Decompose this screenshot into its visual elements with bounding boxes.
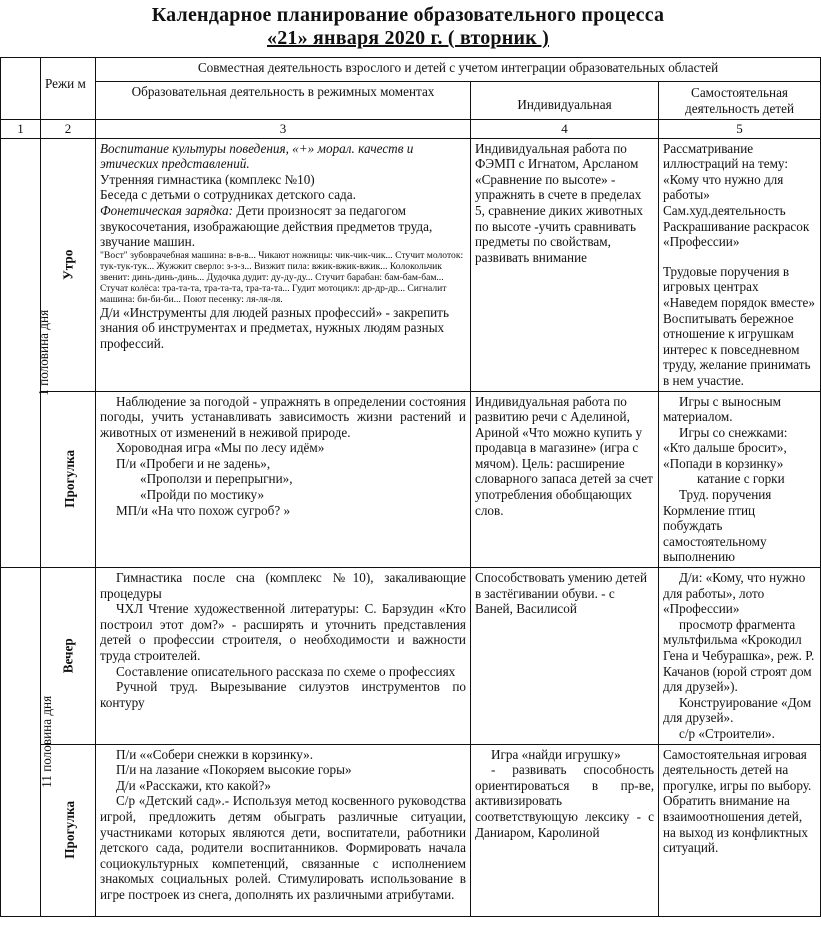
number-row bbox=[1, 120, 821, 139]
col-number: 3 bbox=[96, 120, 471, 139]
regime-walk-2: Прогулка bbox=[41, 744, 96, 916]
header-subrow bbox=[1, 82, 821, 120]
row-evening bbox=[1, 568, 821, 745]
header-row bbox=[1, 58, 821, 82]
col-number: 5 bbox=[659, 120, 821, 139]
col-number: 2 bbox=[41, 120, 96, 139]
morning-independent-cell: Рассматривание иллюстраций на тему: «Кому что нужно для работы» Сам.худ.деятельность Раскрашивание раскрасок «Профессии» Трудовые поручения в игровых центрах «Наведем порядок вместе» Воспитывать бережное отношение к игрушкам интерес к повседневном труду, желание принимать в нем участие. bbox=[659, 138, 821, 391]
walk-2-educational-cell: П/и ««Собери снежки в корзинку». П/и на лазание «Покоряем высокие горы» Д/и «Расскажи, кто какой?» С/р «Детский сад».- Используя метод косвенного руководства игрой, предложить детям обыграть различные ситуации, участниками которых являются дети, воспитатели, работники детского сада, родители воспитанников. Формировать начала социокультурных компетенций, связанные с исполнением знакомых социальных ролей. Стимулировать использование в игре построек из снега, дополнять их различными атрибутами. bbox=[96, 744, 471, 916]
half-day-2-label: 11 половина дня bbox=[1, 568, 41, 917]
header-individual: Индивидуальная bbox=[471, 82, 659, 120]
regime-morning: Утро bbox=[41, 138, 96, 391]
page-title: Календарное планирование образовательного процесса bbox=[151, 4, 665, 26]
header-educational: Образовательная деятельность в режимных моментах bbox=[96, 82, 471, 120]
page-date: «21» января 2020 г. ( вторник ) bbox=[267, 27, 549, 49]
col-number: 4 bbox=[471, 120, 659, 139]
header-blank bbox=[1, 58, 41, 120]
walk-1-independent-cell: Игры с выносным материалом. Игры со снежками: «Кто дальше бросит», «Попади в корзинку» катание с горки Труд. поручения Кормление птиц побуждать самостоятельному выполнению bbox=[659, 391, 821, 568]
morning-educational-cell: Воспитание культуры поведения, «+» морал. качеств и этических представлений. Утренняя гимнастика (комплекс №10) Беседа с детьми о сотрудниках детского сада. Фонетическая зарядка: Дети произносят за педагогом звукосочетания, изображающие действия предметов труда, звучание машин. "Вост" зубоврачебная машина: в-в-в... Чикают ножницы: чик-чик-чик... Стучит молоток: тук-тук-тук... Жужжит сверло: з-з-з... Визжит пила: вжик-вжик-вжик... Колокольчик звенит: динь-динь-динь... Дудочка дудит: ду-ду-ду... Стучит барабан: бам-бам-бам... Стучат колёса: тра-та-та, тра-та-та, тра-та-та... Гудит мотоцикл: др-др-др... Сигналит машина: би-би-би... Поют песенку: ля-ля-ля. Д/и «Инструменты для людей разных профессий» - закрепить знания об инструментах и предметах, нужных людям разных профессий. bbox=[96, 138, 471, 391]
evening-individual-cell: Способствовать умению детей в застёгивании обуви. - с Ваней, Василисой bbox=[471, 568, 659, 745]
walk-1-individual-cell: Индивидуальная работа по развитию речи с Аделиной, Ариной «Что можно купить у продавца в магазине» (игра с мячом). Цель: расширение словарного запаса детей за счет употребления обобщающих слов. bbox=[471, 391, 659, 568]
row-walk-2 bbox=[1, 744, 821, 916]
regime-evening: Вечер bbox=[41, 568, 96, 745]
header-joint: Совместная деятельность взрослого и детей с учетом интеграции образовательных областей bbox=[96, 58, 821, 82]
schedule-table bbox=[0, 57, 821, 917]
half-day-1-label: 1 половина дня bbox=[1, 138, 41, 567]
evening-educational-cell: Гимнастика после сна (комплекс №10), закаливающие процедуры ЧХЛ Чтение художественной литературы: С. Барзудин «Кто построил этот дом?» - расширять и уточнить представления детей о профессии строителя, о необходимости и важности труда строителей. Составление описательного рассказа по схеме о профессиях Ручной труд. Вырезывание силуэтов инструментов по контуру bbox=[96, 568, 471, 745]
walk-1-educational-cell: Наблюдение за погодой - упражнять в определении состояния погоды, учить устанавливать зависимость жизни растений и животных от изменений в неживой природе. Хороводная игра «Мы по лесу идём» П/и «Пробеги и не задень», «Проползи и перепрыгни», «Пройди по мостику» МП/и «На что похож сугроб? » bbox=[96, 391, 471, 568]
header-rezhim: Режи м bbox=[41, 58, 96, 120]
header-independent: Самостоятельная деятельность детей bbox=[659, 82, 821, 120]
walk-2-independent-cell: Самостоятельная игровая деятельность детей на прогулке, игры по выбору. Обратить внимание на взаимоотношения детей, на выход из конфликтных ситуаций. bbox=[659, 744, 821, 916]
col-number: 1 bbox=[1, 120, 41, 139]
row-morning bbox=[1, 138, 821, 391]
morning-individual-cell: Индивидуальная работа по ФЭМП с Игнатом, Арсланом «Сравнение по высоте» - упражнять в счете в пределах 5, сравнение диких животных по высоте -учить сравнивать предметы по свойствам, развивать внимание bbox=[471, 138, 659, 391]
walk-2-individual-cell: Игра «найди игрушку» - развивать способность ориентироваться в пр-ве, активизировать соответствующую лексику - с Даниaром, Каролиной bbox=[471, 744, 659, 916]
row-walk-1 bbox=[1, 391, 821, 568]
regime-walk-1: Прогулка bbox=[41, 391, 96, 568]
evening-independent-cell: Д/и: «Кому, что нужно для работы», лото «Профессии» просмотр фрагмента мультфильма «Крокодил Гена и Чебурашка», реж. Р. Качанов (юрой строят дом для друзей»). Конструирование «Дом для друзей». с/р «Строители». bbox=[659, 568, 821, 745]
